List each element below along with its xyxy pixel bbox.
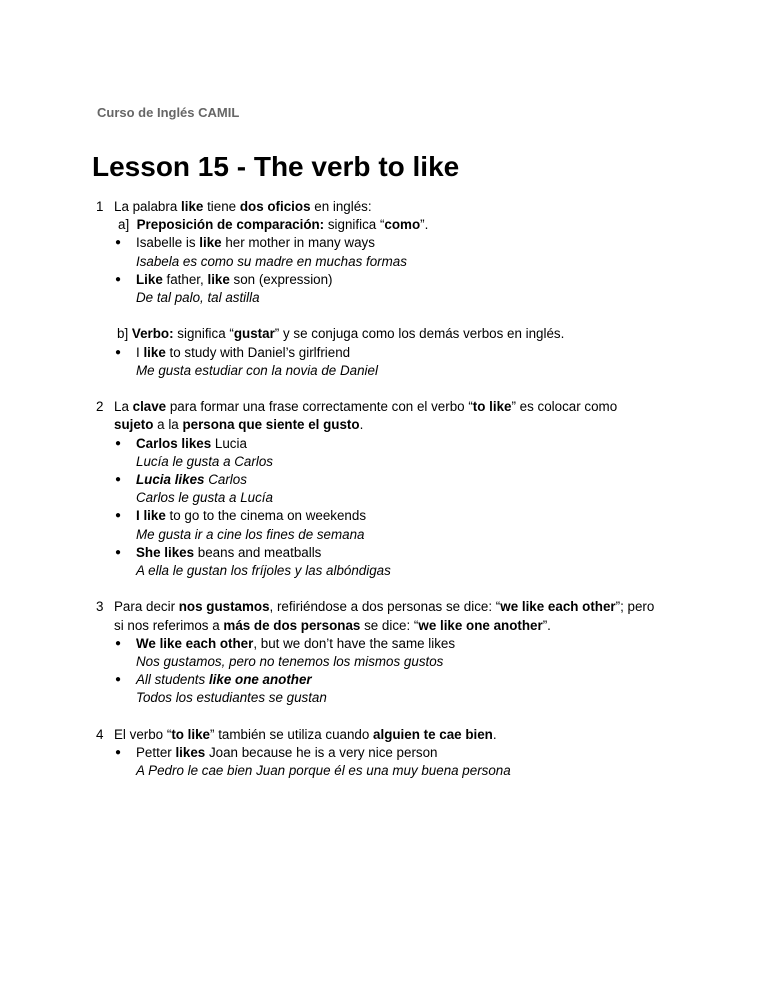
bullet-icon: ● xyxy=(115,674,122,686)
section-number: 2 xyxy=(96,399,104,415)
course-header: Curso de Inglés CAMIL xyxy=(97,105,240,120)
list-item: ● We like each other, but we don’t have the same likes xyxy=(96,635,736,653)
bullet-icon: ● xyxy=(115,273,122,285)
subsection-b-heading: b] Verbo: significa “gustar” y se conjuga como los demás verbos en inglés. xyxy=(117,326,565,342)
spacer xyxy=(96,307,736,325)
list-item: ● I like to go to the cinema on weekends xyxy=(96,507,736,525)
lesson-body xyxy=(96,198,736,780)
translation: Todos los estudiantes se gustan xyxy=(136,690,327,706)
list-item: ● Lucia likes Carlos xyxy=(96,471,736,489)
section-number: 4 xyxy=(96,726,104,742)
bullet-icon: ● xyxy=(115,637,122,649)
list-item: ● Carlos likes Lucia xyxy=(96,435,736,453)
section-2-intro-cont: sujeto a la persona que siente el gusto. xyxy=(114,417,364,433)
bullet-icon: ● xyxy=(115,510,122,522)
translation: Carlos le gusta a Lucía xyxy=(136,490,273,506)
bullet-icon: ● xyxy=(115,747,122,759)
translation: De tal palo, tal astilla xyxy=(136,290,260,306)
translation: Nos gustamos, pero no tenemos los mismos gustos xyxy=(136,654,444,670)
spacer xyxy=(96,580,736,598)
list-item: ● All students like one another xyxy=(96,671,736,689)
section-1-intro: 1 La palabra like tiene dos oficios en inglés: xyxy=(96,198,736,216)
list-item: ● Like father, like son (expression) xyxy=(96,271,736,289)
section-number: 1 xyxy=(96,199,104,214)
bullet-icon: ● xyxy=(115,346,122,358)
subsection-a-heading: a] Preposición de comparación: significa “como”. xyxy=(118,217,429,233)
translation: A Pedro le cae bien Juan porque él es una muy buena persona xyxy=(136,763,511,779)
list-item: ● Isabelle is like her mother in many ways xyxy=(96,234,736,252)
spacer xyxy=(96,708,736,726)
bullet-icon: ● xyxy=(115,474,122,486)
bullet-icon: ● xyxy=(115,546,122,558)
section-number: 3 xyxy=(96,599,104,615)
section-3-intro: 3 Para decir nos gustamos, refiriéndose a dos personas se dice: “we like each other”; pero xyxy=(96,598,736,616)
spacer xyxy=(96,380,736,398)
list-item: ● She likes beans and meatballs xyxy=(96,544,736,562)
section-3-intro-cont: si nos referimos a más de dos personas se dice: “we like one another”. xyxy=(114,617,551,633)
lesson-title: Lesson 15 - The verb to like xyxy=(92,151,460,182)
translation: Lucía le gusta a Carlos xyxy=(136,453,273,469)
translation: Isabela es como su madre en muchas formas xyxy=(136,253,407,269)
bullet-icon: ● xyxy=(115,437,122,449)
list-item: ● I like to study with Daniel’s girlfriend xyxy=(96,344,736,362)
bullet-icon: ● xyxy=(115,237,122,249)
translation: Me gusta ir a cine los fines de semana xyxy=(136,526,365,542)
section-4-intro: 4 El verbo “to like” también se utiliza cuando alguien te cae bien. xyxy=(96,726,736,744)
translation: A ella le gustan los fríjoles y las albóndigas xyxy=(136,563,391,579)
section-2-intro: 2 La clave para formar una frase correctamente con el verbo “to like” es colocar como xyxy=(96,398,736,416)
translation: Me gusta estudiar con la novia de Daniel xyxy=(136,362,378,378)
list-item: ● Petter likes Joan because he is a very nice person xyxy=(96,744,736,762)
